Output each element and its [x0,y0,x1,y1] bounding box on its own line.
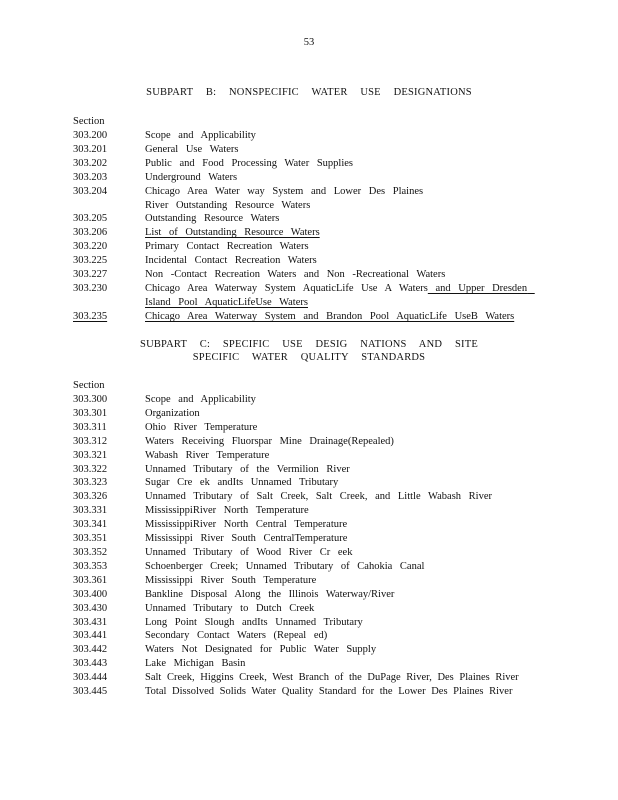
section-title: Chicago Area Waterway System and Brandon Pool AquaticLife UseB Waters [145,310,515,322]
table-row [73,643,543,657]
table-row [73,226,543,240]
section-title: Long Point Slough andIts Unnamed Tributary [145,616,363,628]
section-title: General Use Waters [145,143,239,155]
section-title: MississippiRiver North Temperature [145,505,309,517]
section-number: 303.361 [73,574,108,586]
section-number: 303.227 [73,269,108,281]
section-number: 303.202 [73,157,108,169]
section-title: Unnamed Tributary to Dutch Creek [145,602,315,614]
table-row [73,143,543,157]
section-number: 303.322 [73,463,108,475]
section-title: Secondary Contact Waters (Repeal ed) [145,630,328,642]
table-row [73,616,543,630]
table-row [73,463,543,477]
section-title: Bankline Disposal Along the Illinois Waterway/River [145,588,395,600]
table-row [73,574,543,588]
subpart-b-heading: SUBPART B: NONSPECIFIC WATER USE DESIGNATIONS [146,87,472,98]
subpart-b-section-label: Section [73,116,105,127]
table-row [73,407,543,421]
section-number: 303.400 [73,588,108,600]
section-number: 303.444 [73,672,108,684]
section-title: Waters Receiving Fluorspar Mine Drainage(Repealed) [145,435,394,447]
section-title: Unnamed Tributary of the Vermilion River [145,463,350,475]
section-number: 303.351 [73,533,108,545]
table-row [73,268,543,282]
table-row [73,254,543,268]
section-title: Scope and Applicability [145,394,256,405]
table-row [73,393,543,407]
subpart-b-table [73,129,543,324]
section-title: Schoenberger Creek; Unnamed Tributary of Cahokia Canal [145,560,425,572]
section-number: 303.353 [73,560,108,572]
table-row [73,490,543,504]
table-row [73,421,543,435]
section-title: Incidental Contact Recreation Waters [145,255,317,267]
section-title: Outstanding Resource Waters [145,213,280,225]
section-number: 303.443 [73,658,108,670]
section-title: Scope and Applicability [145,130,256,141]
page-number: 53 [303,37,315,48]
section-number: 303.352 [73,546,108,558]
section-title: Unnamed Tributary of Wood River Cr eek [145,546,353,558]
table-row [73,518,543,532]
section-number: 303.430 [73,602,108,614]
section-number: 303.201 [73,143,108,155]
table-row [73,671,543,685]
section-number: 303.326 [73,491,108,503]
section-title: Sugar Cre ek andIts Unnamed Tributary [145,477,339,489]
table-row [73,588,543,602]
section-title: Ohio River Temperature [145,421,258,433]
table-row [73,282,543,310]
section-title: Public and Food Processing Water Supplies [145,157,353,169]
table-row [73,504,543,518]
section-title: Unnamed Tributary of Salt Creek, Salt Creek, and Little Wabash River [145,491,492,503]
table-row [73,532,543,546]
table-row [73,171,543,185]
section-title: Underground Waters [145,171,238,183]
section-number: 303.442 [73,644,108,656]
section-number: 303.445 [73,686,108,698]
section-number: 303.230 [73,282,108,294]
section-title: Mississippi River South CentralTemperature [145,533,348,545]
table-row [73,685,543,699]
section-number: 303.431 [73,616,108,628]
subpart-c-heading-line1: SUBPART C: SPECIFIC USE DESIG NATIONS AND SITE [140,339,478,350]
section-number: 303.311 [73,421,107,433]
section-title: Primary Contact Recreation Waters [145,241,309,253]
table-row [73,129,543,143]
section-number: 303.321 [73,449,108,461]
table-row [73,240,543,254]
section-number: 303.341 [73,519,108,531]
table-row [73,629,543,643]
table-row [73,212,543,226]
table-row [73,157,543,171]
section-title: Non -Contact Recreation Waters and Non -Recreational Waters [145,269,446,281]
subpart-c-table [73,393,543,699]
section-number: 303.441 [73,630,108,642]
section-title: Waters Not Designated for Public Water Supply [145,644,377,656]
section-number: 303.200 [73,130,108,141]
section-title: Chicago Area Water way System and Lower Des Plaines River Outstanding Resource Waters [145,185,431,211]
section-number: 303.204 [73,185,108,197]
subpart-c-heading-line2: SPECIFIC WATER QUALITY STANDARDS [192,352,426,363]
section-number: 303.203 [73,171,108,183]
subpart-c-section-label: Section [73,380,105,391]
table-row [73,476,543,490]
section-title: Mississippi River South Temperature [145,574,317,586]
table-row [73,435,543,449]
section-number: 303.205 [73,213,108,225]
section-number: 303.220 [73,241,108,253]
section-number: 303.225 [73,255,108,267]
table-row [73,602,543,616]
section-number: 303.300 [73,394,108,405]
table-row [73,449,543,463]
section-title: Salt Creek, Higgins Creek, West Branch of the DuPage River, Des Plaines River [145,672,519,684]
section-number: 303.206 [73,227,108,239]
table-row [73,657,543,671]
section-title: List of Outstanding Resource Waters [145,227,320,239]
section-number: 303.331 [73,505,108,517]
section-title: Lake Michigan Basin [145,658,246,670]
section-number: 303.323 [73,477,108,489]
table-row [73,185,543,213]
amended-title-text: and Upper Dresden Island Pool AquaticLifeUse Waters [145,282,535,308]
section-title: Organization [145,407,200,419]
table-row [73,546,543,560]
section-title: Chicago Area Waterway System AquaticLife Use A Waters [145,282,428,294]
section-number: 303.301 [73,407,108,419]
table-row [73,310,543,324]
section-number: 303.235 [73,310,108,322]
section-number: 303.312 [73,435,108,447]
section-title: Wabash River Temperature [145,449,270,461]
table-row [73,560,543,574]
section-title: MississippiRiver North Central Temperature [145,519,348,531]
section-title: Total Dissolved Solids Water Quality Standard for the Lower Des Plaines River [145,686,513,698]
